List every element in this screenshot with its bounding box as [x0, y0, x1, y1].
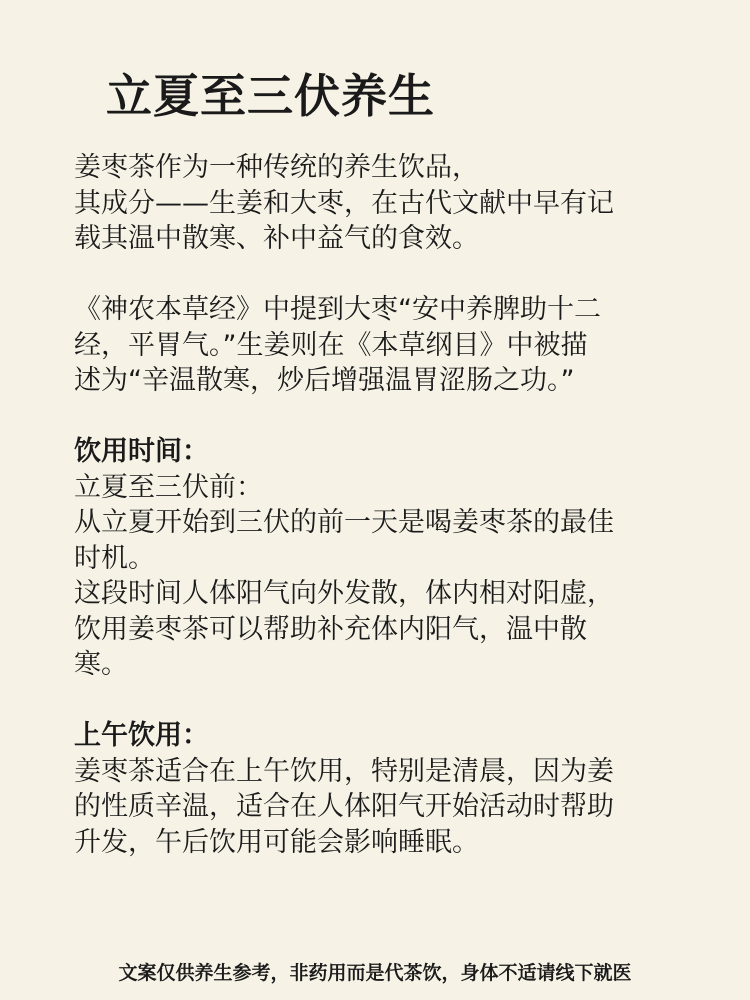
text-line: 升发，午后饮用可能会影响睡眠。 — [74, 826, 479, 858]
paragraph-spacer — [74, 257, 694, 293]
text-line: 其成分——生姜和大枣，在古代文献中早有记 — [74, 187, 614, 219]
quote-paragraph — [74, 292, 694, 399]
text-line: 这段时间人体阳气向外发散，体内相对阳虚， — [74, 578, 614, 609]
text-line: 立夏至三伏前： — [74, 471, 263, 503]
text-line: 《神农本草经》中提到大枣“安中养脾助十二 — [74, 294, 601, 325]
page-title: 立夏至三伏养生 — [106, 69, 435, 123]
text-line: 饮用姜枣茶可以帮助补充体内阳气，温中散 — [74, 613, 587, 645]
text-line: 姜枣茶适合在上午饮用，特别是清晨，因为姜 — [74, 755, 614, 787]
text-line: 经，平胃气。”生姜则在《本草纲目》中被描 — [74, 329, 588, 361]
article-body — [74, 150, 694, 860]
section-heading: 上午饮用： — [74, 720, 209, 751]
paragraph-spacer — [74, 683, 694, 719]
morning-section — [74, 718, 694, 860]
intro-paragraph — [74, 150, 694, 257]
text-line: 从立夏开始到三伏的前一天是喝姜枣茶的最佳 — [74, 507, 614, 538]
text-line: 述为“辛温散寒，炒后增强温胃涩肠之功。” — [74, 365, 575, 396]
section-heading: 饮用时间： — [74, 436, 209, 467]
text-line: 时机。 — [74, 542, 155, 574]
text-line: 载其温中散寒、补中益气的食效。 — [74, 223, 479, 254]
paragraph-spacer — [74, 399, 694, 435]
text-line: 姜枣茶作为一种传统的养生饮品， — [74, 152, 479, 183]
text-line: 的性质辛温，适合在人体阳气开始活动时帮助 — [74, 791, 614, 822]
disclaimer-footer: 文案仅供养生参考，非药用而是代茶饮，身体不适请线下就医 — [118, 962, 632, 984]
text-line: 寒。 — [74, 649, 128, 680]
timing-section — [74, 434, 694, 683]
